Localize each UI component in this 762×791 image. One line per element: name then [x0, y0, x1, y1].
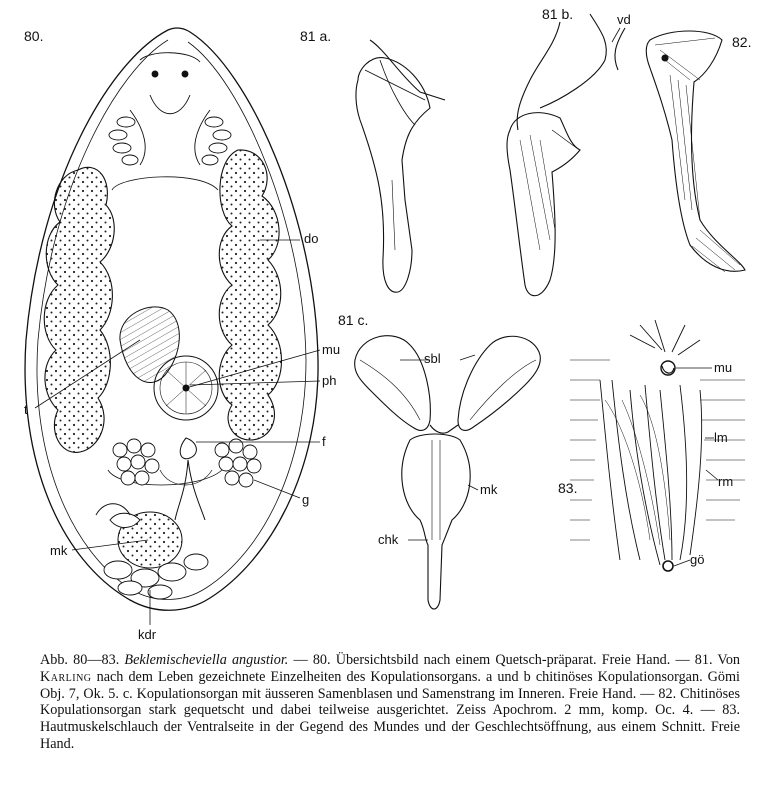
label-rm: rm — [718, 474, 734, 489]
fig81c-organ — [355, 336, 541, 609]
fig80-testis — [120, 307, 179, 383]
fig83-musculature — [570, 320, 745, 571]
figure-caption — [40, 652, 740, 753]
fig82-organ — [646, 31, 745, 272]
label-mu-83: mu — [714, 360, 733, 375]
fig-83-number: 83. — [558, 480, 578, 496]
caption-part2: nach dem Leben gezeichnete Einzelheiten des Kopulationsorgans. a und b chitinöses Kopulationsorgan. Gömi Obj. 7, Ok. 5. c. Kopulationsorgan mit äusseren Samenblasen und Samenstrang im Inneren. Freie Hand. — 82. Chitinöses Kopulationsorgan stark gequetscht und dabei teilweise ausgerichtet. Zeiss Apochrom. 2 mm, komp. Oc. 4. — 83. Hautmuskelschlauch der Ventralseite in der Gegend des Mundes und der Geschlechtsöffnung, aus einem Schnitt. Freie Hand. — [40, 668, 740, 752]
label-mk: mk — [50, 543, 68, 558]
label-mk-81c: mk — [480, 482, 498, 497]
label-kdr: kdr — [138, 627, 157, 642]
fig81b-organ — [507, 14, 625, 296]
label-sbl: sbl — [424, 351, 441, 366]
fig80-vitellarium-left — [44, 167, 114, 452]
label-chk: chk — [378, 532, 399, 547]
fig80-copulatory-organ — [96, 504, 182, 568]
label-vd: vd — [617, 12, 631, 27]
caption-part1: — 80. Übersichtsbild nach einem Quetsch-präparat. Freie Hand. — 81. Von — [288, 652, 741, 668]
caption-species: Beklemischeviella angustior. — [124, 652, 289, 668]
label-g: g — [302, 492, 310, 507]
caption-paragraph — [40, 652, 740, 753]
fig80-germarium — [113, 439, 261, 487]
caption-prefix: Abb. 80—83. — [40, 652, 120, 668]
fig-81b-number: 81 b. — [542, 6, 574, 22]
label-f: f — [322, 434, 326, 449]
fig-80-number: 80. — [24, 28, 44, 44]
fig80-vitellarium-right — [219, 150, 281, 440]
label-mu: mu — [322, 342, 341, 357]
label-ph: ph — [322, 373, 337, 388]
fig81a-organ — [356, 40, 445, 292]
label-t: t — [24, 402, 28, 417]
fig-81a-number: 81 a. — [300, 28, 332, 44]
fig80-anterior-glands — [109, 117, 231, 165]
fig-82-number: 82. — [732, 34, 752, 50]
label-lm: lm — [714, 430, 728, 445]
label-do: do — [304, 231, 319, 246]
fig-81c-number: 81 c. — [338, 312, 369, 328]
fig80-female-duct — [160, 438, 212, 520]
fig83-leaders — [674, 368, 718, 566]
fig80-head — [130, 53, 210, 165]
caption-author: Karling — [40, 668, 92, 685]
label-go: gö — [690, 552, 705, 567]
